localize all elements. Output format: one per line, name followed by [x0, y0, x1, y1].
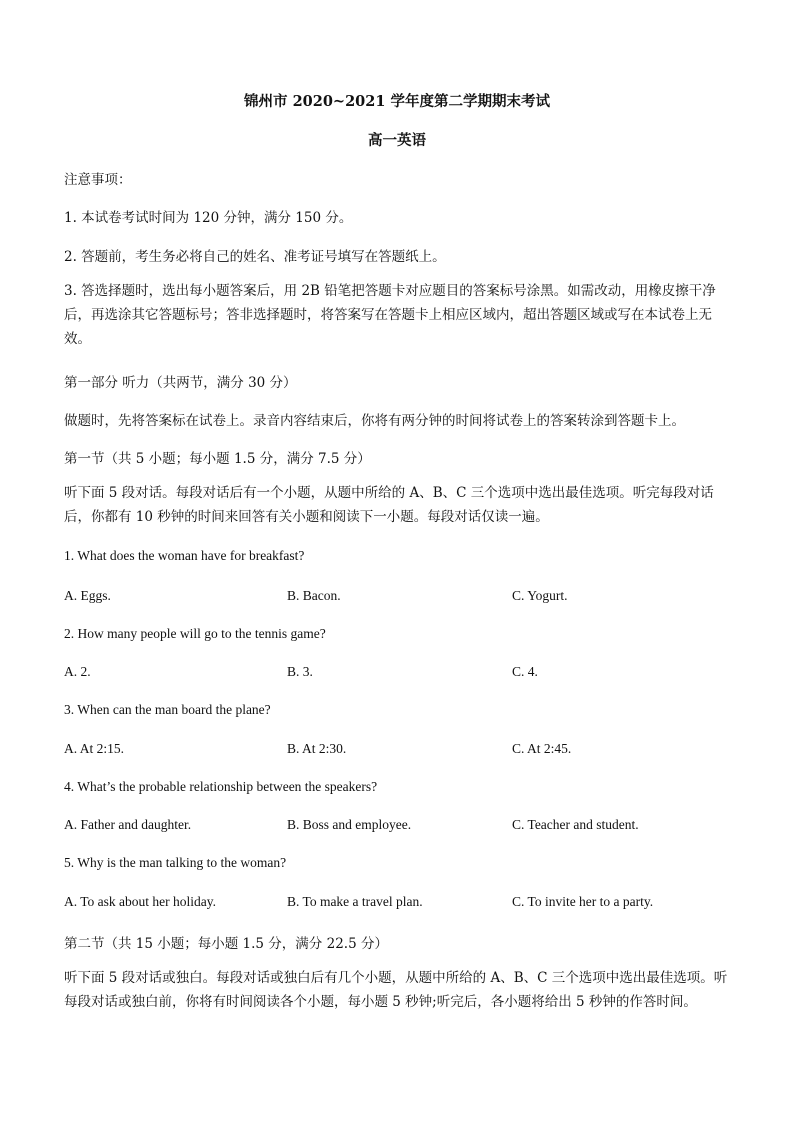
part1-heading: 第一部分 听力（共两节，满分 30 分）: [64, 375, 297, 391]
question-4-option-a: A. Father and daughter.: [64, 817, 192, 832]
question-1-option-c: C. Yogurt.: [512, 588, 568, 603]
question-5-option-a: A. To ask about her holiday.: [64, 894, 217, 909]
question-2-option-a: A. 2.: [64, 664, 91, 679]
section1-heading: 第一节（共 5 小题；每小题 1.5 分，满分 7.5 分）: [64, 451, 371, 467]
exam-title: 锦州市 2020~2021 学年度第二学期期末考试: [244, 93, 550, 110]
part1-instruction: 做题时，先将答案标在试卷上。录音内容结束后，你将有两分钟的时间将试卷上的答案转涂到答题卡上。: [64, 413, 685, 429]
question-4-option-c: C. Teacher and student.: [512, 817, 639, 832]
question-3-option-b: B. At 2:30.: [287, 741, 347, 756]
question-5-option-c: C. To invite her to a party.: [512, 894, 654, 909]
section1-instruction: 听下面 5 段对话。每段对话后有一个小题，从题中所给的 A、B、C 三个选项中选出最佳选项。听完每段对话后，你都有 10 秒钟的时间来回答有关小题和阅读下一小题。每段对话仅读一遍。: [64, 485, 714, 525]
note-item-1: 1. 本试卷考试时间为 120 分钟，满分 150 分。: [64, 210, 353, 226]
question-2-stem: 2. How many people will go to the tennis game?: [64, 626, 326, 641]
note-item-3: 3. 答选择题时，选出每小题答案后，用 2B 铅笔把答题卡对应题目的答案标号涂黑。如需改动，用橡皮擦干净后，再选涂其它答题标号；答非选择题时，将答案写在答题卡上相应区域内，超出答题区域或写在本试卷上无效。: [64, 283, 716, 347]
question-1-option-b: B. Bacon.: [287, 588, 341, 603]
question-3-stem: 3. When can the man board the plane?: [64, 702, 271, 717]
note-item-2: 2. 答题前，考生务必将自己的姓名、准考证号填写在答题纸上。: [64, 249, 446, 265]
question-4-stem: 4. What’s the probable relationship between the speakers?: [64, 779, 378, 794]
question-5-option-b: B. To make a travel plan.: [287, 894, 423, 909]
question-2-option-b: B. 3.: [287, 664, 313, 679]
section2-instruction: 听下面 5 段对话或独白。每段对话或独白后有几个小题，从题中所给的 A、B、C 三个选项中选出最佳选项。听每段对话或独白前，你将有时间阅读各个小题，每小题 5 秒钟;听完后，各小题将给出 5 秒钟的作答时间。: [64, 970, 728, 1010]
question-4-option-b: B. Boss and employee.: [287, 817, 412, 832]
section2-heading: 第二节（共 15 小题；每小题 1.5 分，满分 22.5 分）: [64, 936, 388, 952]
question-1-option-a: A. Eggs.: [64, 588, 111, 603]
question-1-stem: 1. What does the woman have for breakfast?: [64, 548, 305, 563]
question-3-option-a: A. At 2:15.: [64, 741, 125, 756]
exam-subject: 高一英语: [368, 132, 426, 149]
question-2-option-c: C. 4.: [512, 664, 538, 679]
question-5-stem: 5. Why is the man talking to the woman?: [64, 855, 287, 870]
question-3-option-c: C. At 2:45.: [512, 741, 572, 756]
notes-heading: 注意事项：: [64, 172, 132, 188]
